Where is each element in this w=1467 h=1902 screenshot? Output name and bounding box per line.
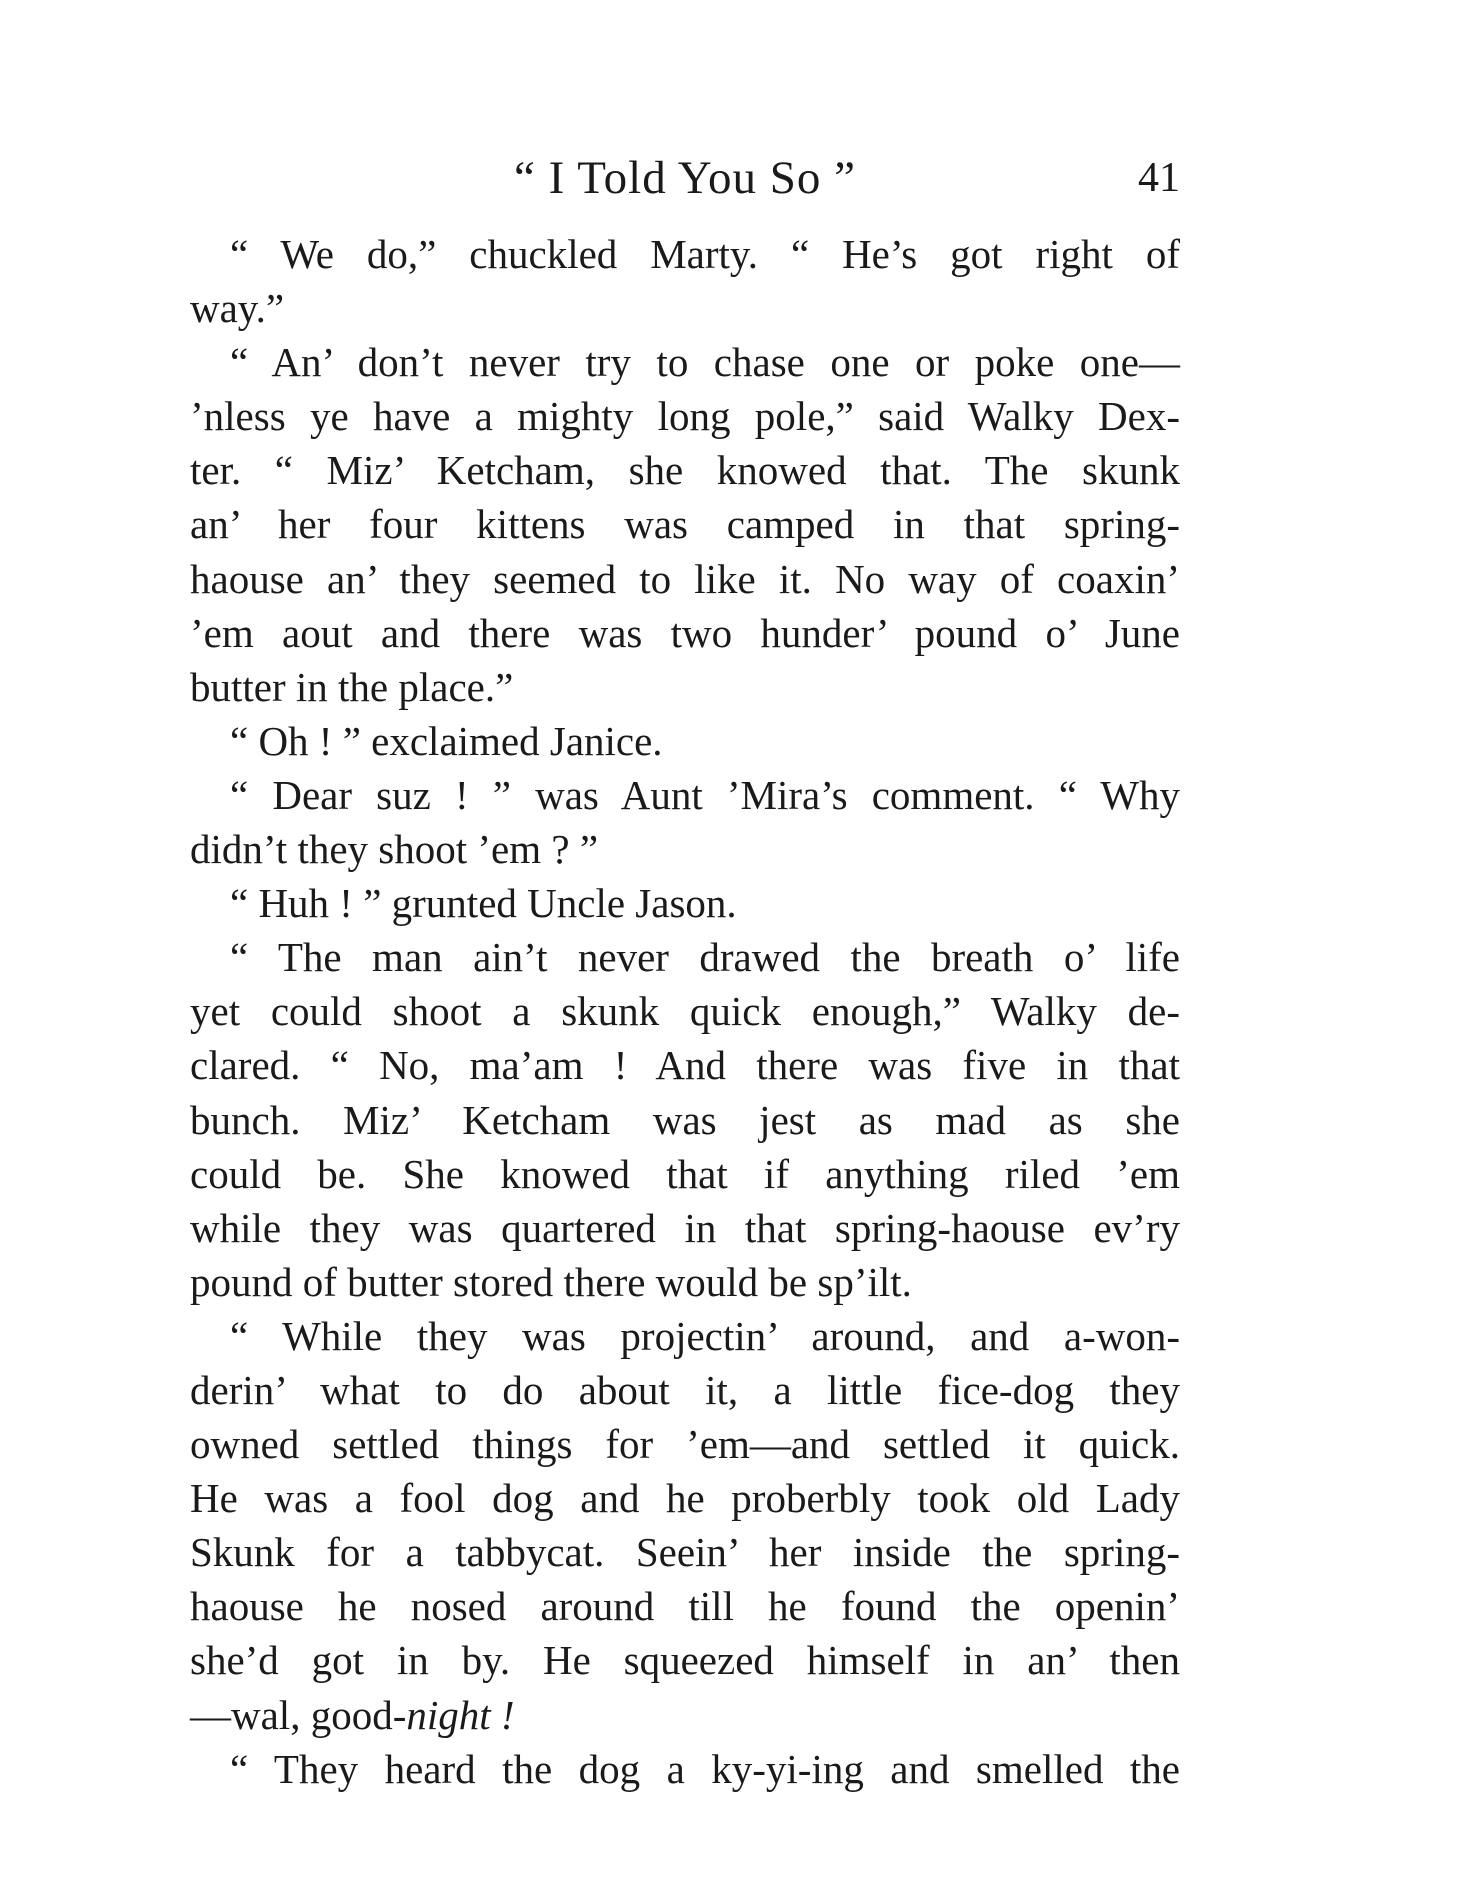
text-line	[190, 335, 1180, 389]
text-line-content: “ They heard the dog a ky-yi-ing and smelled the	[230, 1745, 1180, 1792]
text-line-content: derin’ what to do about it, a little fice-dog they	[190, 1366, 1180, 1413]
text-line	[190, 822, 1180, 876]
text-line	[190, 1688, 1180, 1742]
text-line	[190, 1038, 1180, 1092]
text-line-content: “ The man ain’t never drawed the breath o’ life	[230, 934, 1180, 981]
body-text	[190, 227, 1180, 1796]
text-line	[190, 227, 1180, 281]
text-line	[190, 768, 1180, 822]
text-line	[190, 606, 1180, 660]
text-line-content: yet could shoot a skunk quick enough,” Walky de-	[190, 988, 1180, 1035]
text-line	[190, 1363, 1180, 1417]
text-line-content: while they was quartered in that spring-haouse ev’ry	[190, 1204, 1180, 1251]
text-line	[190, 1471, 1180, 1525]
text-line-content: “ Oh ! ” exclaimed Janice.	[230, 717, 663, 764]
text-line	[190, 443, 1180, 497]
text-line	[190, 1201, 1180, 1255]
text-line	[190, 1309, 1180, 1363]
page-number: 41	[1138, 155, 1180, 201]
text-line-content: bunch. Miz’ Ketcham was jest as mad as she	[190, 1096, 1180, 1143]
text-line-content: could be. She knowed that if anything riled ’em	[190, 1150, 1180, 1197]
text-line	[190, 281, 1180, 335]
text-line-content: clared. “ No, ma’am ! And there was five in that	[190, 1042, 1180, 1089]
text-line-content: “ Huh ! ” grunted Uncle Jason.	[230, 880, 737, 927]
text-line-content: owned settled things for ’em—and settled it quick.	[190, 1421, 1180, 1468]
text-line	[190, 1093, 1180, 1147]
text-line	[190, 1147, 1180, 1201]
text-line-content: pound of butter stored there would be sp’ilt.	[190, 1258, 912, 1305]
italic-emphasis: night !	[406, 1691, 515, 1738]
text-line-content: ’em aout and there was two hunder’ pound o’ June	[190, 609, 1180, 656]
text-line	[190, 930, 1180, 984]
text-line-content: butter in the place.”	[190, 663, 514, 710]
text-line-content: haouse an’ they seemed to like it. No way of coaxin’	[190, 555, 1180, 602]
text-line-content: “ We do,” chuckled Marty. “ He’s got right of	[230, 231, 1180, 277]
text-line	[190, 497, 1180, 551]
text-line-content: haouse he nosed around till he found the openin’	[190, 1583, 1180, 1630]
text-line-content: “ While they was projectin’ around, and a-won-	[230, 1312, 1180, 1359]
text-line	[190, 1742, 1180, 1796]
running-head	[190, 148, 1180, 208]
text-line-content: ter. “ Miz’ Ketcham, she knowed that. The skunk	[190, 447, 1180, 494]
text-line	[190, 984, 1180, 1038]
text-line-content: an’ her four kittens was camped in that spring-	[190, 501, 1180, 548]
text-line	[190, 1633, 1180, 1687]
text-line-content: “ An’ don’t never try to chase one or poke one—	[230, 339, 1180, 386]
text-line-content: He was a fool dog and he proberbly took old Lady	[190, 1475, 1180, 1522]
text-line	[190, 1579, 1180, 1633]
text-line-content: —wal, good-	[190, 1691, 407, 1738]
text-line-content: “ Dear suz ! ” was Aunt ’Mira’s comment. “ Why	[230, 771, 1180, 818]
running-title: “ I Told You So ”	[514, 152, 856, 204]
text-line	[190, 660, 1180, 714]
text-line-content: way.”	[190, 285, 285, 332]
text-line	[190, 1255, 1180, 1309]
text-line	[190, 552, 1180, 606]
text-line	[190, 389, 1180, 443]
text-line	[190, 1417, 1180, 1471]
text-line	[190, 1525, 1180, 1579]
text-line	[190, 876, 1180, 930]
text-line-content: she’d got in by. He squeezed himself in an’ then	[190, 1637, 1180, 1684]
text-line-content: Skunk for a tabbycat. Seein’ her inside the spring-	[190, 1529, 1180, 1576]
text-line-content: didn’t they shoot ’em ? ”	[190, 826, 599, 873]
text-line	[190, 714, 1180, 768]
text-line-content: ’nless ye have a mighty long pole,” said Walky Dex-	[190, 393, 1180, 440]
